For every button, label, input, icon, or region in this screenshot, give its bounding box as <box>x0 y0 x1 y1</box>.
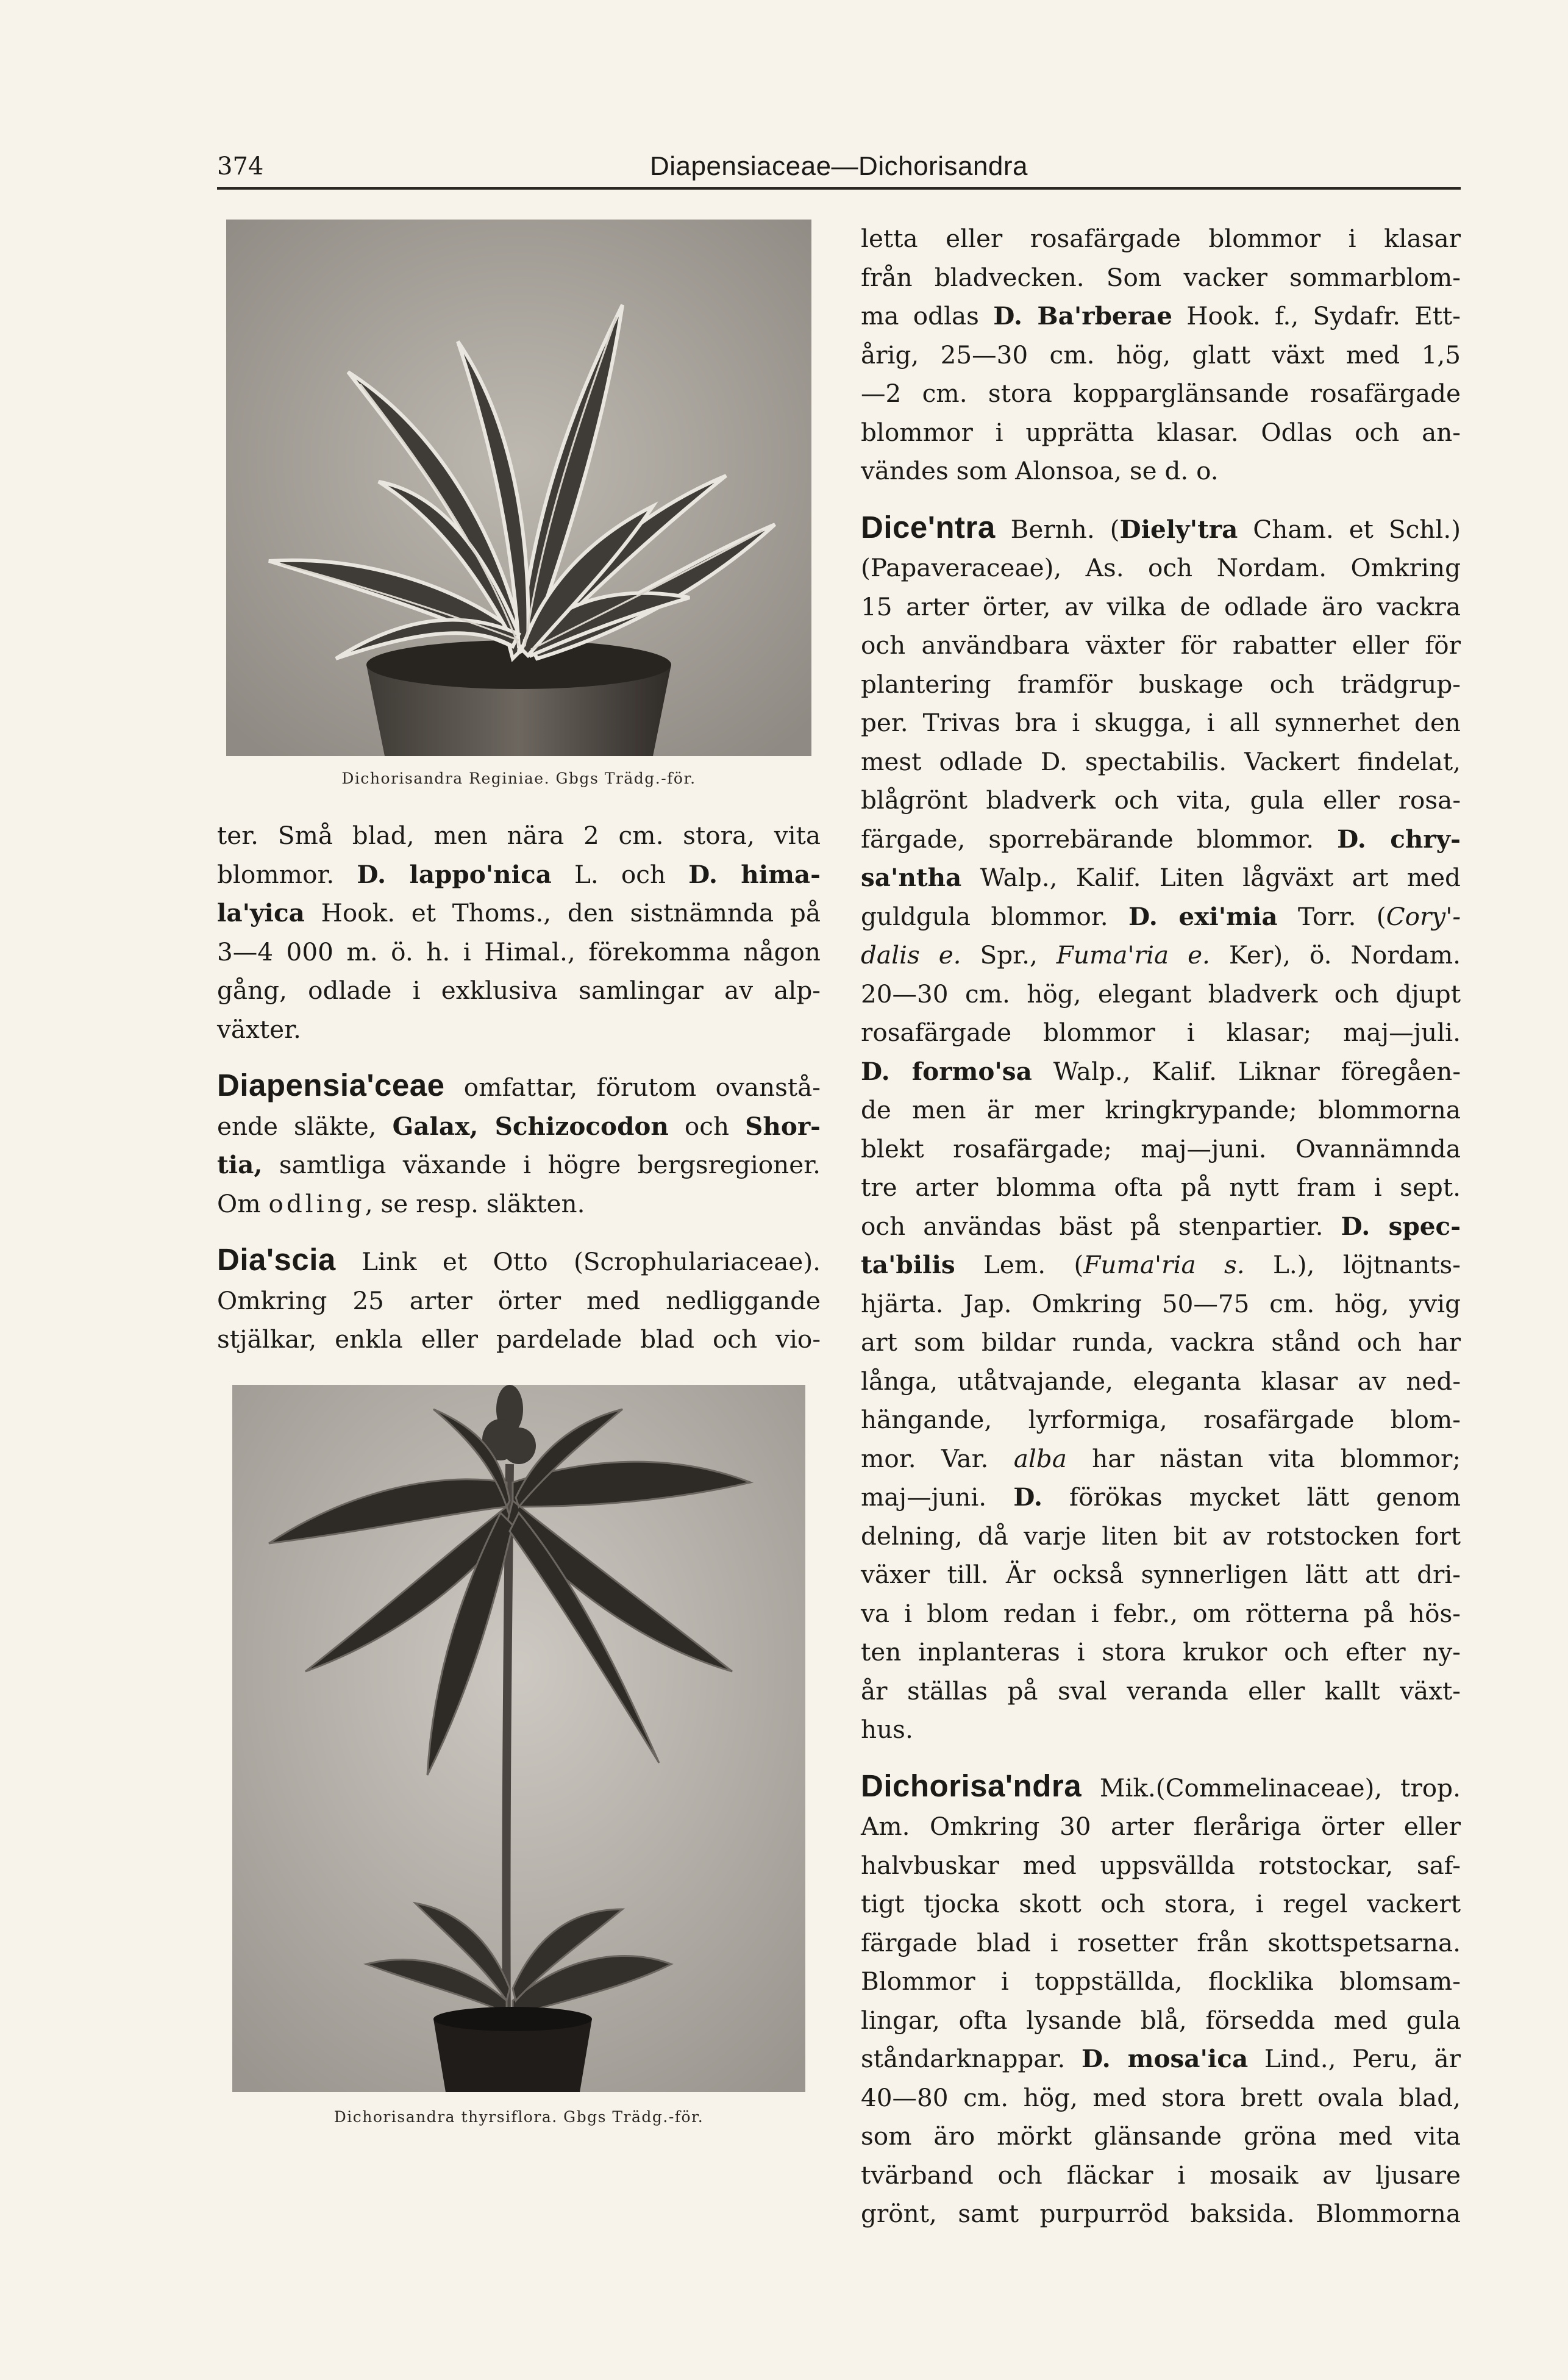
figure-dichorisandra-reginiae <box>226 220 811 787</box>
headword: Dia'scia <box>217 1242 336 1277</box>
entry-continuation-diascia: letta eller rosafärgade blommor i klasar från bladvecken. Som vacker sommarblom- ma odlas D. Ba'rberae Hook. f., Sydafr. Ett- årig, 25—30 cm. hög, glatt växt med 1,5 —2 cm. stora kopparglänsande rosafärgade blommor i upprätta klasar. Odlas och an- vändes som Alonsoa, se d. o. <box>861 224 1461 485</box>
right-column <box>861 220 1461 2234</box>
entry-dichorisandra: Dichorisa'ndra Mik.(Commelinaceae), trop. Am. Omkring 30 arter fleråriga örter eller halvbuskar med uppsvällda rotstockar, saf- tigt tjocka skott och stora, i regel vackert färgade blad i rosetter från skottspetsarna. Blommor i toppställda, flocklika blomsam- lingar, ofta lysande blå, försedda med gula ståndarknappar. D. mosa'ica Lind., Peru, är 40—80 cm. hög, med stora brett ovala blad, som äro mörkt glänsande gröna med vita tvärband och fläckar i mosaik av ljusare grönt, samt purpurröd baksida. Blommorna <box>861 1768 1461 2228</box>
running-head: Diapensiaceae—Dichorisandra <box>649 151 1028 181</box>
page-number: 374 <box>217 152 264 180</box>
headword: Diapensia'ceae <box>217 1068 445 1102</box>
left-column <box>217 220 821 2126</box>
plant-photo-reginiae <box>226 220 811 756</box>
figure-dichorisandra-thyrsiflora <box>232 1385 805 2126</box>
entry-diascia: Dia'scia Link et Otto (Scrophulariaceae). Omkring 25 arter örter med nedliggande stjälkar, enkla eller pardelade blad och vio- <box>217 1242 821 1354</box>
entry-continuation-left: ter. Små blad, men nära 2 cm. stora, vita blommor. D. lappo'nica L. och D. hima- la'yica Hook. et Thoms., den sistnämnda på 3—4 000 m. ö. h. i Himal., förekomma någon gång, odlade i exklusiva samlingar av alp- växter. <box>217 821 821 1044</box>
plant-photo-thyrsiflora <box>232 1385 805 2092</box>
entry-diapensiaceae: Diapensia'ceae omfattar, förutom ovanstå- ende släkte, Galax, Schizocodon och Shor- tia, samtliga växande i högre bergsregioner. Om odling, se resp. släkten. <box>217 1068 821 1218</box>
figure-caption: Dichorisandra Reginiae. Gbgs Trädg.-för. <box>341 770 696 787</box>
header-rule <box>217 187 1461 190</box>
figure-caption: Dichorisandra thyrsiflora. Gbgs Trädg.-för. <box>333 2107 704 2126</box>
headword: Dichorisa'ndra <box>861 1768 1082 1803</box>
headword: Dice'ntra <box>861 509 996 545</box>
page-header <box>217 146 1461 189</box>
entry-dicentra: Dice'ntra Bernh. (Diely'tra Cham. et Schl.) (Papaveraceae), As. och Nordam. Omkring 15 arter örter, av vilka de odlade äro vackra och användbara växter för rabatter eller för plantering framför buskage och trädgrup- per. Trivas bra i skugga, i all synnerhet den mest odlade D. spectabilis. Vackert findelat, blågrönt bladverk och vita, gula eller rosa- färgade, sporrebärande blommor. D. chry- sa'ntha Walp., Kalif. Liten lågväxt art med guldgula blommor. D. exi'mia Torr. (Cory'- dalis e. Spr., Fuma'ria e. Ker), ö. Nordam. 20—30 cm. hög, elegant bladverk och djupt rosafärgade blommor i klasar; maj—juli. D. formo'sa Walp., Kalif. Liknar föregåen- de men är mer kringkrypande; blommorna blekt rosafärgade; maj—juni. Ovannämnda tre arter blomma ofta på nytt fram i sept. och användas bäst på stenpartier. D. spec- ta'bilis Lem. (Fuma'ria s. L.), löjtnants- hjärta. Jap. Omkring 50—75 cm. hög, yvig art som bildar runda, vackra stånd och har långa, utåtvajande, eleganta klasar av ned- hängande, lyrformiga, rosafärgade blom- mor. Var. alba har nästan vita blommor; maj—juni. D. förökas mycket lätt genom delning, då varje liten bit av rotstocken fort växer till. Är också synnerligen lätt att dri- va i blom redan i febr., om rötterna på hös- ten inplanteras i stora krukor och efter ny- år ställas på sval veranda eller kallt växt- hus. <box>861 509 1461 1744</box>
